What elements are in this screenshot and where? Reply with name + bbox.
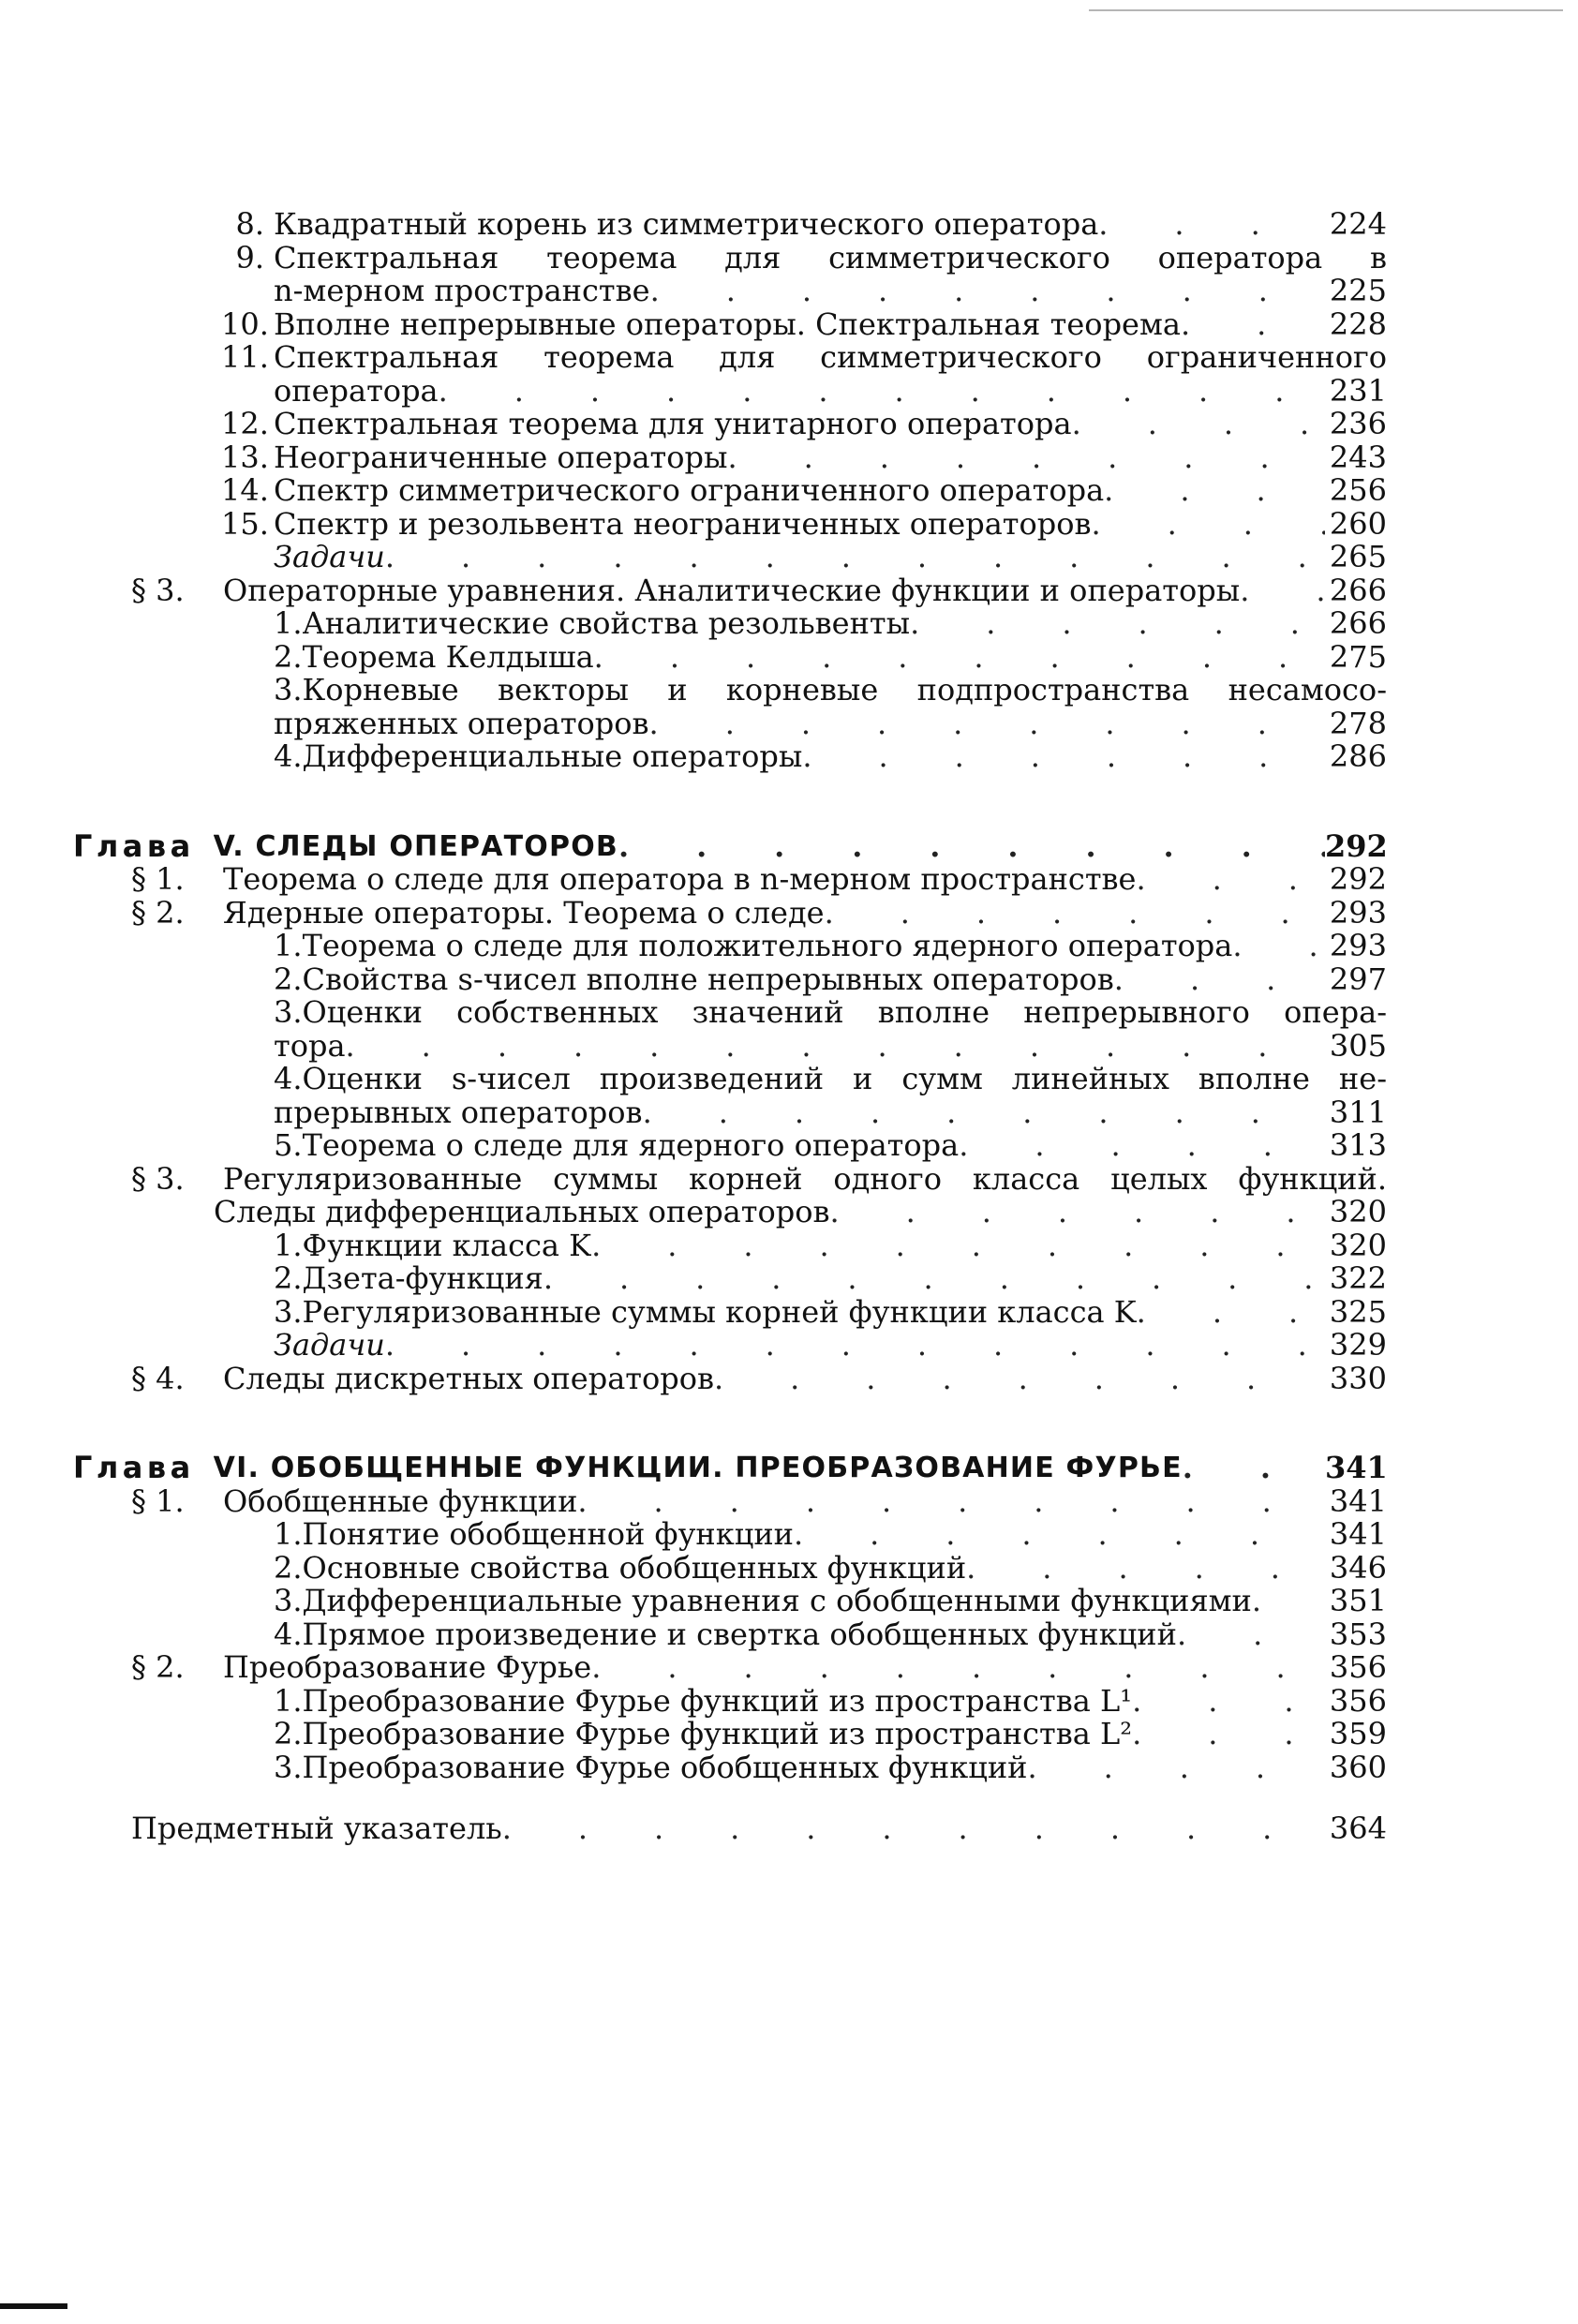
entry-title: Спектр и резольвента неограниченных операторов (274, 507, 1092, 541)
leader-dots (714, 1363, 1325, 1396)
entry-title: Теорема о следе для положительного ядерного оператора (302, 930, 1233, 963)
entry-title: Обобщенные функции (223, 1484, 578, 1518)
entry-number: 4. (274, 1616, 303, 1652)
entry-title: Спектральная теорема для унитарного оператора (274, 408, 1072, 441)
tasks-label: Задачи (274, 1329, 385, 1363)
toc-entry (131, 1293, 1387, 1330)
chapter-word: Глава (73, 827, 195, 864)
leader-dots (727, 441, 1325, 475)
toc-entry (131, 1160, 1387, 1197)
toc-entry (131, 930, 1387, 963)
entry-number: 9. (235, 239, 264, 276)
entry-number: 11. (221, 339, 269, 375)
page-number: 228 (1329, 305, 1387, 342)
toc-chapter-heading (73, 1450, 1388, 1485)
entry-number: 14. (221, 472, 269, 508)
toc-entry (131, 1329, 1387, 1363)
toc-entry (131, 674, 1387, 708)
entry-number: § 1. (131, 1482, 185, 1519)
leader-dots (910, 607, 1325, 641)
page-number: 325 (1329, 1293, 1387, 1330)
entry-title: Дифференциальные операторы (302, 740, 803, 774)
page-corner-mark (0, 2303, 67, 2309)
entry-number: § 3. (131, 572, 185, 608)
entry-number: 1. (274, 605, 303, 641)
toc-entry (131, 372, 1387, 409)
entry-number: 3. (274, 1583, 303, 1618)
page-number: 320 (1329, 1194, 1387, 1229)
entry-title: Преобразование Фурье функций из пространства L¹ (302, 1684, 1133, 1718)
section-gap (131, 1784, 1387, 1812)
toc-entry (131, 1096, 1387, 1130)
leader-dots (385, 541, 1325, 574)
leader-dots (591, 1651, 1325, 1685)
toc-entry (131, 1360, 1387, 1396)
entry-title: Теорема о следе для оператора в n-мерном пространстве (223, 863, 1137, 897)
toc-entry (131, 341, 1387, 375)
leader-dots (502, 1812, 1325, 1846)
page-number: 311 (1329, 1094, 1387, 1130)
page-number: 329 (1329, 1327, 1387, 1363)
leader-dots (591, 1229, 1325, 1263)
entry-number: 1. (274, 1682, 303, 1719)
entry-number: 10. (221, 305, 269, 342)
leader-dots (1114, 963, 1325, 997)
entry-title: Вполне непрерывные операторы. Спектральная теорема (274, 307, 1181, 341)
toc-entry (131, 239, 1387, 276)
page-number: 330 (1329, 1360, 1387, 1396)
entry-number: 2. (274, 961, 303, 997)
toc-entry (131, 1262, 1387, 1296)
leader-dots (829, 1196, 1325, 1229)
toc-chapter-heading (73, 827, 1388, 864)
toc-entry (131, 1549, 1387, 1586)
page-number: 353 (1329, 1616, 1387, 1652)
entry-title: прерывных операторов (274, 1095, 643, 1129)
entry-title: Операторные уравнения. Аналитические функции и операторы (223, 574, 1241, 607)
entry-title: Предметный указатель (131, 1812, 502, 1846)
toc-entry (131, 208, 1387, 242)
entry-title: Регуляризованные суммы корней функции класса K (302, 1295, 1137, 1329)
entry-title: Преобразование Фурье функций из пространства L² (302, 1718, 1133, 1751)
entry-number: 4. (274, 1061, 303, 1096)
toc-entry (131, 996, 1387, 1030)
page-number: 265 (1329, 539, 1387, 574)
leader-dots (1177, 1618, 1325, 1652)
page-number: 341 (1325, 1450, 1388, 1485)
page-number: 266 (1329, 572, 1387, 608)
entry-number: 3. (274, 1293, 303, 1330)
page-number: 266 (1329, 605, 1387, 641)
toc-entry (131, 408, 1387, 441)
entry-number: 13. (221, 439, 269, 475)
page-number: 364 (1329, 1810, 1387, 1846)
toc-entry (131, 1063, 1387, 1096)
entry-number: 3. (274, 994, 303, 1030)
page-number: 224 (1329, 206, 1387, 242)
page-number: 320 (1329, 1227, 1387, 1263)
page-number: 225 (1329, 273, 1387, 308)
entry-title: Функции класса K (302, 1229, 592, 1262)
page-number: 360 (1329, 1749, 1387, 1785)
toc-index-entry (131, 1812, 1387, 1846)
toc-entry (131, 740, 1387, 774)
leader-dots (649, 708, 1325, 741)
entry-title: Оценки s-чисел произведений и сумм линейных вполне не- (302, 1063, 1387, 1096)
page-number: 341 (1329, 1482, 1387, 1519)
page-number: 305 (1329, 1027, 1387, 1064)
leader-dots (1252, 1585, 1325, 1618)
toc-entry (131, 441, 1387, 475)
page-number: 313 (1329, 1127, 1387, 1163)
entry-number: § 2. (131, 1649, 185, 1685)
entry-number: § 1. (131, 861, 185, 897)
entry-number: 2. (274, 1260, 303, 1296)
entry-title: Теорема о следе для ядерного оператора (302, 1129, 960, 1163)
entry-title: Дифференциальные уравнения с обобщенными функциями (302, 1585, 1252, 1618)
toc-entry (131, 474, 1387, 508)
entry-title: Дзета-функция (302, 1262, 543, 1296)
toc-entry (131, 1585, 1387, 1618)
entry-title: пряженных операторов (274, 707, 649, 740)
tasks-label: Задачи (274, 541, 385, 574)
entry-number: § 3. (131, 1160, 185, 1197)
toc-entry (131, 574, 1387, 608)
page-number: 292 (1329, 861, 1387, 897)
toc-entry (131, 541, 1387, 574)
entry-title: Следы дифференциальных операторов (214, 1196, 830, 1229)
page-number: 278 (1329, 705, 1387, 741)
leader-dots (1072, 408, 1325, 441)
leader-dots (1136, 863, 1325, 897)
leader-dots (1132, 1718, 1325, 1751)
entry-title: Корневые векторы и корневые подпространства несамосо- (302, 674, 1387, 708)
leader-dots (966, 1552, 1325, 1586)
leader-dots (643, 1096, 1325, 1130)
entry-title: Спектр симметрического ограниченного оператора (274, 474, 1105, 508)
entry-title: оператора (274, 374, 439, 408)
page-number: 275 (1329, 638, 1387, 675)
toc-entry (131, 1651, 1387, 1685)
leader-dots (802, 740, 1325, 774)
page-number: 356 (1329, 1682, 1387, 1719)
toc-entry (131, 1129, 1387, 1163)
chapter-title: VI. ОБОБЩЕННЫЕ ФУНКЦИИ. ПРЕОБРАЗОВАНИЕ ФУРЬЕ (213, 1452, 1183, 1484)
entry-title: Ядерные операторы. Теорема о следе (223, 896, 825, 930)
leader-dots (439, 375, 1325, 409)
page-number: 356 (1329, 1649, 1387, 1685)
toc-entry (131, 863, 1387, 897)
toc-entry (131, 505, 1387, 542)
top-edge-rule (1089, 9, 1563, 11)
chapter-word: Глава (73, 1450, 195, 1485)
leader-dots (1104, 474, 1325, 508)
page-number: 351 (1329, 1583, 1387, 1618)
entry-number: § 2. (131, 894, 185, 931)
page-number: 256 (1329, 472, 1387, 508)
page-number: 260 (1329, 505, 1387, 542)
entry-title: Следы дискретных операторов (223, 1362, 715, 1395)
section-gap (131, 1395, 1387, 1423)
page-number: 297 (1329, 961, 1387, 997)
entry-number: 8. (235, 206, 264, 242)
page-number: 346 (1329, 1549, 1387, 1586)
entry-title: Преобразование Фурье (223, 1651, 592, 1685)
toc-entry (131, 638, 1387, 675)
toc-entry (131, 705, 1387, 741)
entry-number: 1. (274, 1516, 303, 1552)
leader-dots (1132, 1685, 1325, 1719)
page-number: 359 (1329, 1716, 1387, 1751)
entry-number: 2. (274, 1549, 303, 1586)
entry-title: Прямое произведение и свертка обобщенных функций (302, 1617, 1177, 1651)
toc-entry (131, 894, 1387, 931)
entry-number: 3. (274, 672, 303, 708)
toc-entry (131, 1482, 1387, 1519)
page-number: 292 (1325, 827, 1388, 864)
entry-title: Оценки собственных значений вполне непрерывного опера- (302, 996, 1387, 1030)
page-number: 231 (1329, 372, 1387, 409)
leader-dots (1098, 208, 1325, 242)
entry-title: Теорема Келдыша (302, 640, 594, 674)
entry-title: тора (274, 1029, 346, 1063)
leader-dots (594, 641, 1325, 675)
entry-number: 2. (274, 1716, 303, 1751)
leader-dots (1183, 1452, 1325, 1485)
toc-entry (131, 1618, 1387, 1652)
entry-title: Аналитические свойства резольвенты (302, 607, 911, 641)
entry-title: Свойства s-чисел вполне непрерывных операторов (302, 962, 1114, 996)
entry-number: 15. (221, 505, 269, 542)
leader-dots (1181, 308, 1325, 342)
toc-entry (131, 1027, 1387, 1064)
entry-number: § 4. (131, 1360, 185, 1396)
leader-dots (959, 1129, 1325, 1163)
leader-dots (1240, 574, 1325, 608)
entry-title: Спектральная теорема для симметрического оператора в (274, 241, 1387, 275)
page-number: 236 (1329, 406, 1387, 441)
page-number: 243 (1329, 439, 1387, 475)
leader-dots (1027, 1751, 1325, 1785)
entry-title: Неограниченные операторы (274, 440, 728, 474)
leader-dots (650, 275, 1325, 308)
leader-dots (794, 1518, 1325, 1552)
page-number: 341 (1329, 1516, 1387, 1552)
section-gap (131, 774, 1387, 802)
leader-dots (825, 897, 1325, 931)
entry-title: Регуляризованные суммы корней одного класса целых функций. (223, 1162, 1387, 1196)
toc-entry (131, 1229, 1387, 1263)
page-number: 286 (1329, 738, 1387, 774)
toc-entry (131, 1682, 1387, 1719)
page-number: 322 (1329, 1260, 1387, 1296)
entry-number: 5. (274, 1127, 303, 1163)
entry-number: 3. (274, 1749, 303, 1785)
toc-entry (131, 1196, 1387, 1229)
entry-number: 1. (274, 1227, 303, 1263)
leader-dots (543, 1262, 1325, 1296)
entry-title: Основные свойства обобщенных функций (302, 1551, 967, 1585)
entry-number: 12. (221, 406, 269, 441)
entry-title: n-мерном пространстве (274, 275, 650, 308)
leader-dots (1232, 930, 1325, 963)
leader-dots (1092, 508, 1325, 542)
toc-entry (131, 1751, 1387, 1785)
entry-title: Квадратный корень из симметрического оператора (274, 208, 1099, 242)
entry-number: 2. (274, 638, 303, 675)
toc-entry (131, 607, 1387, 641)
chapter-title: V. СЛЕДЫ ОПЕРАТОРОВ (213, 829, 618, 863)
toc-entry (131, 963, 1387, 997)
page-number: 293 (1329, 894, 1387, 931)
entry-title: Спектральная теорема для симметрического ограниченного (274, 341, 1387, 375)
leader-dots (618, 830, 1325, 864)
leader-dots (346, 1030, 1325, 1064)
leader-dots (385, 1329, 1325, 1363)
page-number: 293 (1329, 928, 1387, 963)
toc-entry (131, 1518, 1387, 1552)
toc-entry (131, 305, 1387, 342)
leader-dots (577, 1485, 1325, 1519)
entry-number: 4. (274, 738, 303, 774)
entry-title: Понятие обобщенной функции (302, 1518, 794, 1552)
toc-entry (131, 275, 1387, 308)
leader-dots (1137, 1296, 1325, 1330)
entry-number: 1. (274, 928, 303, 963)
entry-title: Преобразование Фурье обобщенных функций (302, 1750, 1028, 1784)
toc-entry (131, 1718, 1387, 1751)
table-of-contents (73, 206, 1388, 1846)
